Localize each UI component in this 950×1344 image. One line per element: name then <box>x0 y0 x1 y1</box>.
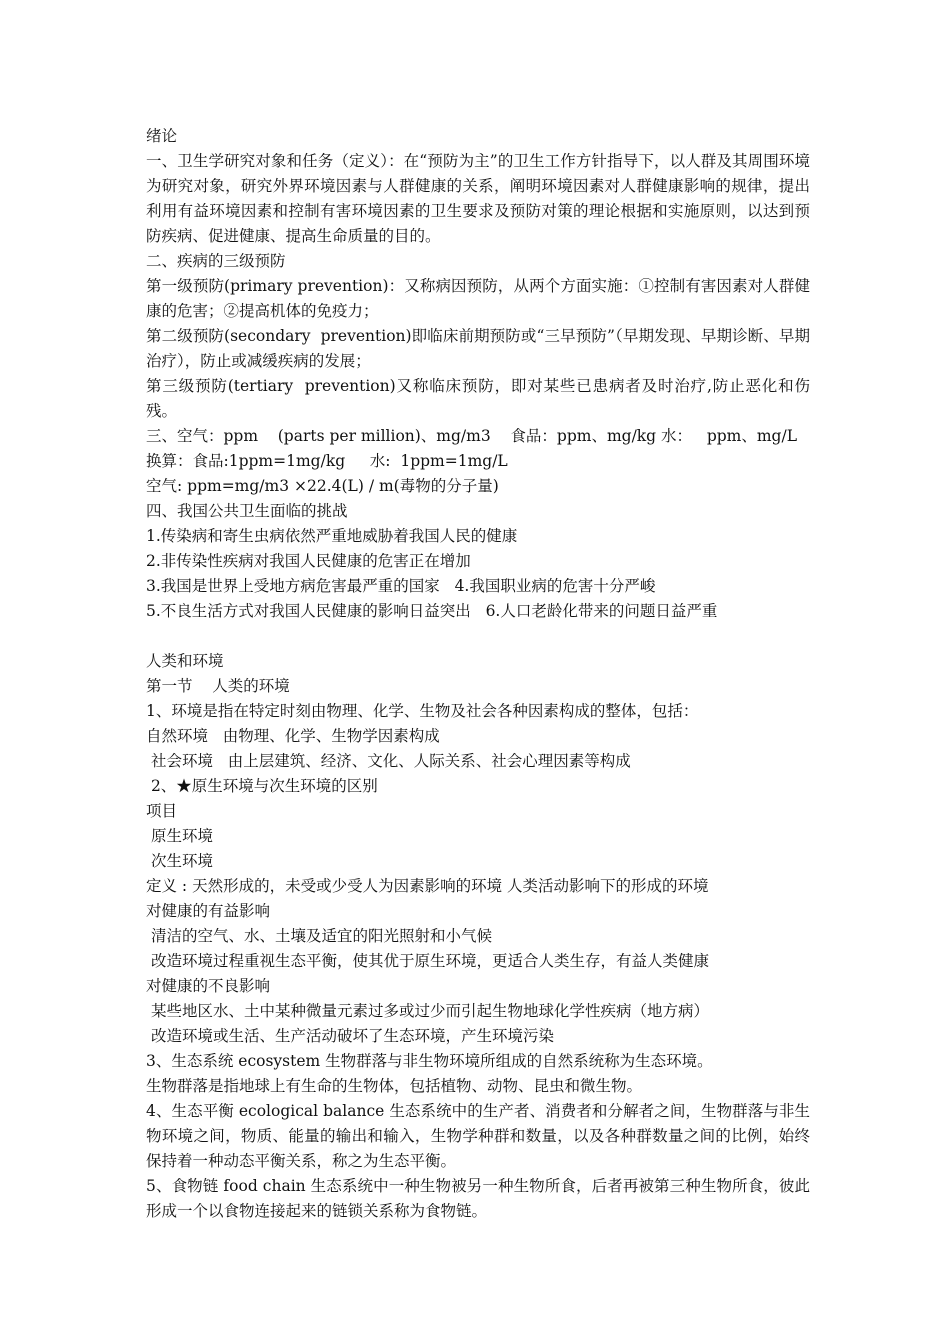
air-formula-line: 空气: ppm=mg/m3 ×22.4(L) / m(毒物的分子量) <box>146 477 499 495</box>
table-header-item: 项目 <box>146 802 178 820</box>
ecosystem-line: 3、生态系统 ecosystem 生物群落与非生物环境所组成的自然系统称为生态环境。 <box>146 1052 713 1070</box>
food-chain-paragraph: 5、食物链 food chain 生态系统中一种生物被另一种生物所食，后者再被第三种生物所食，彼此形成一个以食物连接起来的链锁关系称为食物链。 <box>146 1177 810 1220</box>
intro-title: 绪论 <box>146 127 178 145</box>
challenges-heading: 四、我国公共卫生面临的挑战 <box>146 502 348 520</box>
table-beneficial-secondary: 改造环境过程重视生态平衡，使其优于原生环境，更适合人类生存，有益人类健康 <box>146 952 709 970</box>
tertiary-prevention-paragraph: 第三级预防(tertiary prevention)又称临床预防，即对某些已患病者及时治疗,防止恶化和伤残。 <box>146 377 810 420</box>
units-line: 三、空气：ppm (parts per million)、mg/m3 食品：ppm、mg/kg 水： ppm、mg/L <box>146 427 797 445</box>
table-adverse-primary: 某些地区水、土中某种微量元素过多或过少而引起生物地球化学性疾病（地方病） <box>146 1002 709 1020</box>
conversion-line: 换算：食品:1ppm=1mg/kg 水: 1ppm=1mg/L <box>146 452 508 470</box>
natural-environment-line: 自然环境 由物理、化学、生物学因素构成 <box>146 727 440 745</box>
section-heading: 第一节 人类的环境 <box>146 677 290 695</box>
blank-line <box>146 624 810 649</box>
three-level-prevention-heading: 二、疾病的三级预防 <box>146 252 286 270</box>
table-adverse-secondary: 改造环境或生活、生产活动破坏了生态环境，产生环境污染 <box>146 1027 554 1045</box>
environment-definition: 1、环境是指在特定时刻由物理、化学、生物及社会各种因素构成的整体，包括： <box>146 702 699 720</box>
definition-paragraph: 一、卫生学研究对象和任务（定义）：在“预防为主”的卫生工作方针指导下，以人群及其周围环境为研究对象，研究外界环境因素与人群健康的关系，阐明环境因素对人群健康影响的规律，提出利用有益环境因素和控制有害环境因素的卫生要求及预防对策的理论根据和实施原则，以达到预防疾病、促进健康、提高生命质量的目的。 <box>146 152 810 245</box>
challenge-item: 3.我国是世界上受地方病危害最严重的国家 4.我国职业病的危害十分严峻 <box>146 577 656 595</box>
primary-secondary-heading: 2、★原生环境与次生环境的区别 <box>146 777 378 795</box>
secondary-prevention-paragraph: 第二级预防(secondary prevention)即临床前期预防或“三早预防”（早期发现、早期诊断、早期治疗），防止或减缓疾病的发展； <box>146 327 810 370</box>
challenge-item: 5.不良生活方式对我国人民健康的影响日益突出 6.人口老龄化带来的问题日益严重 <box>146 602 718 620</box>
challenge-item: 2.非传染性疾病对我国人民健康的危害正在增加 <box>146 552 471 570</box>
social-environment-line: 社会环境 由上层建筑、经济、文化、人际关系、社会心理因素等构成 <box>146 752 631 770</box>
challenge-item: 1.传染病和寄生虫病依然严重地威胁着我国人民的健康 <box>146 527 518 545</box>
table-header-secondary: 次生环境 <box>146 852 213 870</box>
community-line: 生物群落是指地球上有生命的生物体，包括植物、动物、昆虫和微生物。 <box>146 1077 643 1095</box>
table-beneficial-primary: 清洁的空气、水、土壤及适宜的阳光照射和小气候 <box>146 927 492 945</box>
document-page <box>146 124 810 1224</box>
table-adverse-label: 对健康的不良影响 <box>146 977 271 995</box>
primary-prevention-paragraph: 第一级预防(primary prevention)：又称病因预防，从两个方面实施：①控制有害因素对人群健康的危害；②提高机体的免疫力； <box>146 277 810 320</box>
env-title: 人类和环境 <box>146 652 224 670</box>
ecological-balance-paragraph: 4、生态平衡 ecological balance 生态系统中的生产者、消费者和分解者之间，生物群落与非生物环境之间，物质、能量的输出和输入，生物学种群和数量，以及各种群数量之间的比例，始终保持着一种动态平衡关系，称之为生态平衡。 <box>146 1102 810 1170</box>
table-beneficial-label: 对健康的有益影响 <box>146 902 271 920</box>
table-header-primary: 原生环境 <box>146 827 213 845</box>
table-definition-row: 定义 : 天然形成的，未受或少受人为因素影响的环境 人类活动影响下的形成的环境 <box>146 877 709 895</box>
